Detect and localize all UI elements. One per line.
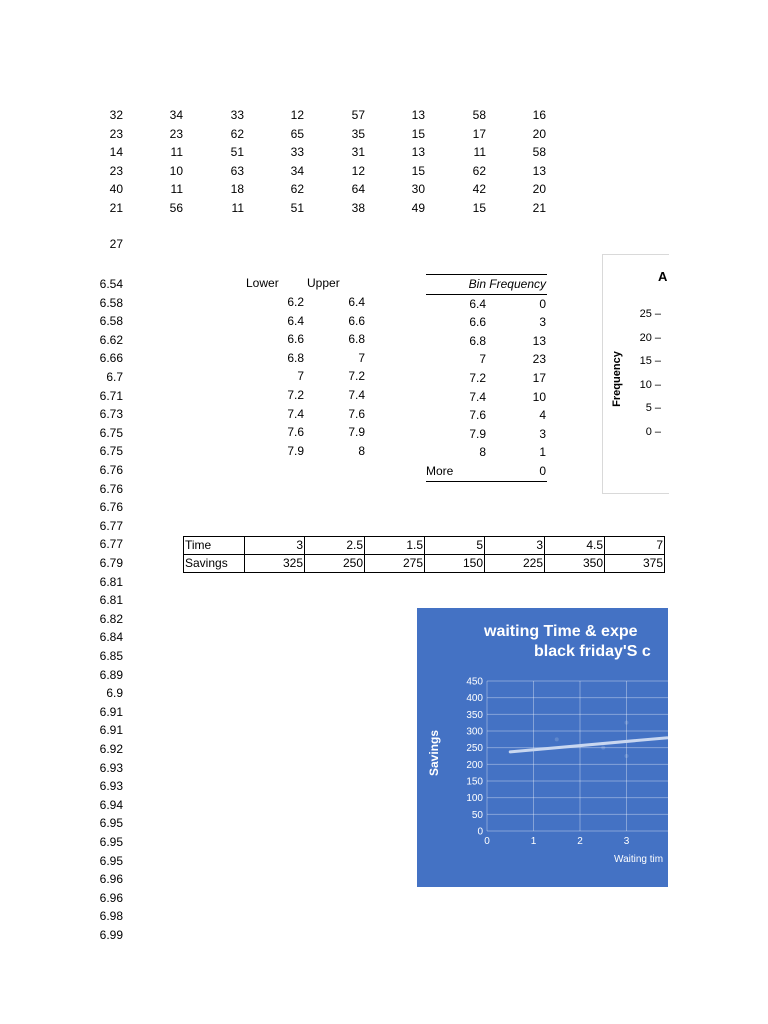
lower-bound: 6.4 [287, 313, 304, 328]
left-column-value: 6.77 [99, 518, 123, 533]
frequency-row [426, 350, 547, 369]
grid-cell: 34 [290, 163, 304, 178]
left-column-value: 6.9 [106, 686, 123, 701]
lower-header: Lower [246, 276, 279, 290]
scatter-x-tick: 0 [484, 836, 490, 847]
lower-bound: 7 [297, 369, 304, 384]
grid-cell: 31 [351, 145, 365, 160]
time-savings-table [183, 536, 665, 573]
left-column-value: 6.92 [99, 742, 123, 756]
scatter-y-tick: 300 [466, 726, 483, 738]
scatter-point [601, 746, 605, 750]
grid-cell: 20 [532, 182, 546, 197]
savings-value: 350 [545, 555, 605, 573]
grid-cell: 38 [351, 201, 365, 215]
left-column-value: 6.93 [99, 779, 123, 794]
grid-cell: 21 [109, 201, 123, 215]
upper-header: Upper [307, 276, 340, 290]
left-column-value: 6.99 [99, 928, 123, 942]
upper-bound: 6.6 [348, 313, 365, 328]
frequency-row [426, 388, 547, 407]
left-column-value: 6.85 [99, 649, 123, 663]
savings-row [184, 555, 665, 573]
left-column-value: 6.75 [99, 425, 123, 440]
histogram-chart [602, 254, 669, 494]
grid-cell: 16 [532, 108, 546, 122]
time-value: 2.5 [305, 537, 365, 555]
grid-cell: 13 [411, 108, 425, 122]
left-column-value: 6.66 [99, 351, 123, 366]
grid-cell: 65 [290, 126, 304, 141]
frequency-value: 0 [539, 296, 546, 311]
left-column-value: 6.95 [99, 816, 123, 831]
savings-value: 325 [245, 555, 305, 573]
grid-cell: 33 [290, 145, 304, 160]
scatter-y-tick: 450 [466, 676, 483, 688]
grid-cell: 13 [411, 145, 425, 160]
bin-value: 7.4 [469, 389, 486, 404]
frequency-value: 3 [539, 426, 546, 441]
time-label: Time [184, 537, 245, 555]
bin-value: 6.6 [469, 315, 486, 330]
left-column-value: 6.71 [99, 388, 123, 403]
grid-cell: 17 [472, 126, 486, 141]
grid-cell: 32 [109, 108, 123, 122]
time-value: 3 [245, 537, 305, 555]
lower-bound: 7.9 [287, 443, 304, 458]
left-column-value: 6.54 [99, 277, 123, 291]
scatter-title-line2: black friday'S c [534, 643, 651, 660]
frequency-more-row [426, 462, 547, 481]
left-column-value: 6.58 [99, 314, 123, 329]
upper-bound: 7.6 [348, 406, 365, 421]
scatter-y-tick: 400 [466, 693, 483, 705]
savings-value: 375 [605, 555, 665, 573]
grid-cell: 18 [230, 182, 244, 197]
frequency-row [426, 295, 547, 314]
histogram-y-tick: 10 – [639, 378, 661, 391]
scatter-chart [417, 608, 668, 887]
scatter-title-line1: waiting Time & expe [484, 623, 638, 640]
grid-cell: 14 [109, 145, 123, 160]
frequency-row [426, 443, 547, 462]
grid-cell: 35 [351, 126, 365, 141]
left-column-value: 6.58 [99, 295, 123, 310]
left-column-value: 6.96 [99, 890, 123, 905]
histogram-title: A [658, 269, 668, 284]
bin-value: 6.4 [469, 296, 486, 311]
time-value: 3 [485, 537, 545, 555]
lower-bound: 7.6 [287, 425, 304, 440]
grid-cell: 12 [351, 163, 365, 178]
upper-bound: 6.4 [348, 295, 365, 309]
bin-value: 8 [479, 445, 486, 460]
left-column-value: 6.79 [99, 556, 123, 570]
grid-cell: 30 [411, 182, 425, 197]
upper-bound: 8 [358, 443, 365, 458]
left-column-value: 6.75 [99, 444, 123, 459]
left-column-value: 6.84 [99, 630, 123, 645]
frequency-value: 23 [532, 352, 546, 367]
left-column-value: 6.76 [99, 500, 123, 515]
lower-bound: 6.8 [287, 350, 304, 365]
grid-cell: 62 [290, 182, 304, 197]
grid-cell: 11 [231, 201, 244, 215]
more-value: 0 [539, 463, 546, 478]
grid-cell: 51 [230, 145, 244, 160]
bin-header: Bin [468, 277, 486, 291]
left-column-value: 6.93 [99, 760, 123, 775]
frequency-value: 3 [539, 315, 546, 330]
left-column-value: 6.81 [99, 593, 123, 608]
left-column-value: 6.62 [99, 332, 123, 347]
grid-cell: 23 [169, 126, 183, 141]
frequency-table-header [426, 275, 547, 295]
lower-bound: 7.4 [287, 406, 304, 421]
left-column-value: 6.95 [99, 835, 123, 849]
extra-value: 27 [109, 237, 123, 251]
scatter-y-tick: 250 [466, 743, 483, 755]
scatter-x-tick: 3 [623, 836, 630, 847]
bin-value: 7.9 [469, 426, 486, 441]
left-column-value: 6.76 [99, 481, 123, 496]
scatter-y-tick: 100 [466, 793, 483, 805]
bin-value: 7.2 [469, 370, 486, 385]
upper-bound: 6.8 [348, 332, 365, 347]
lower-bound: 7.2 [287, 388, 304, 402]
grid-cell: 23 [109, 126, 123, 141]
grid-cell: 11 [170, 182, 183, 197]
frequency-row [426, 406, 547, 425]
more-label: More [426, 463, 454, 478]
grid-cell: 63 [230, 163, 244, 178]
savings-label: Savings [184, 555, 245, 573]
bin-value: 6.8 [469, 333, 486, 348]
frequency-value: 17 [532, 370, 546, 385]
left-column-value: 6.91 [99, 723, 123, 738]
scatter-x-tick: 2 [577, 836, 583, 847]
histogram-y-tick: 5 – [645, 402, 661, 414]
grid-cell: 56 [169, 201, 183, 215]
scatter-point [625, 754, 629, 758]
grid-cell: 21 [532, 201, 546, 215]
left-column-value: 6.94 [99, 797, 123, 812]
scatter-y-tick: 0 [477, 826, 483, 838]
histogram-y-tick: 25 – [639, 308, 661, 320]
bin-value: 7.6 [469, 408, 486, 423]
upper-bound: 7.4 [348, 388, 365, 402]
savings-value: 225 [485, 555, 545, 573]
histogram-ylabel: Frequency [610, 351, 623, 407]
grid-cell: 62 [472, 163, 486, 178]
frequency-value: 10 [532, 389, 546, 404]
grid-cell: 20 [532, 126, 546, 141]
left-column-value: 6.73 [99, 407, 123, 422]
grid-cell: 10 [169, 163, 183, 178]
left-column-value: 6.81 [99, 574, 123, 589]
time-row [184, 537, 665, 555]
left-column-value: 6.76 [99, 463, 123, 477]
grid-cell: 11 [473, 145, 486, 160]
left-column-value: 6.89 [99, 667, 123, 682]
upper-bound: 7.9 [348, 425, 365, 440]
scatter-xlabel: Waiting tim [614, 854, 664, 865]
left-column-value: 6.95 [99, 853, 123, 868]
grid-cell: 23 [109, 163, 123, 178]
grid-cell: 15 [411, 126, 425, 141]
frequency-row [426, 332, 547, 351]
scatter-x-tick: 1 [530, 836, 537, 847]
bin-value: 7 [479, 352, 486, 367]
left-column-value: 6.91 [99, 704, 123, 719]
scatter-y-tick: 200 [466, 759, 483, 771]
grid-cell: 15 [411, 163, 425, 178]
scatter-point [555, 737, 559, 741]
frequency-value: 4 [539, 408, 546, 423]
scatter-y-tick: 150 [466, 776, 483, 788]
left-column-value: 6.7 [106, 370, 123, 384]
time-value: 4.5 [545, 537, 605, 555]
grid-cell: 42 [472, 182, 486, 197]
left-column-value: 6.77 [99, 537, 123, 552]
upper-bound: 7.2 [348, 369, 365, 384]
grid-cell: 34 [169, 108, 183, 122]
grid-cell: 62 [230, 126, 244, 141]
scatter-y-tick: 50 [471, 809, 483, 821]
savings-value: 150 [425, 555, 485, 573]
scatter-point [625, 721, 629, 725]
left-column-value: 6.96 [99, 872, 123, 887]
frequency-value: 1 [539, 445, 546, 460]
frequency-header: Frequency [489, 277, 546, 291]
lower-bound: 6.2 [287, 295, 304, 309]
histogram-y-tick: 15 – [639, 355, 661, 367]
histogram-y-tick: 0 – [645, 425, 661, 438]
grid-cell: 33 [230, 108, 244, 122]
left-column-value: 6.82 [99, 611, 123, 626]
scatter-plot-area [417, 608, 668, 887]
grid-cell: 11 [170, 145, 183, 160]
upper-bound: 7 [358, 350, 365, 365]
savings-value: 250 [305, 555, 365, 573]
time-value: 5 [425, 537, 485, 555]
frequency-row [426, 425, 547, 444]
scatter-y-tick: 350 [466, 709, 483, 721]
grid-cell: 51 [290, 201, 304, 215]
grid-cell: 64 [351, 182, 365, 197]
grid-cell: 15 [472, 201, 486, 215]
frequency-row [426, 369, 547, 388]
grid-cell: 49 [411, 201, 425, 215]
grid-cell: 57 [351, 108, 365, 122]
lower-bound: 6.6 [287, 332, 304, 347]
scatter-ylabel: Savings [427, 729, 442, 777]
grid-cell: 13 [532, 163, 546, 178]
left-column-value: 6.98 [99, 909, 123, 924]
frequency-table [426, 274, 547, 482]
frequency-value: 13 [532, 333, 546, 348]
time-value: 7 [605, 537, 665, 555]
grid-cell: 58 [472, 108, 486, 122]
savings-value: 275 [365, 555, 425, 573]
frequency-row [426, 313, 547, 332]
grid-cell: 58 [532, 145, 546, 160]
time-value: 1.5 [365, 537, 425, 555]
histogram-y-tick: 20 – [639, 331, 661, 344]
grid-cell: 12 [290, 108, 304, 122]
grid-cell: 40 [109, 182, 123, 197]
